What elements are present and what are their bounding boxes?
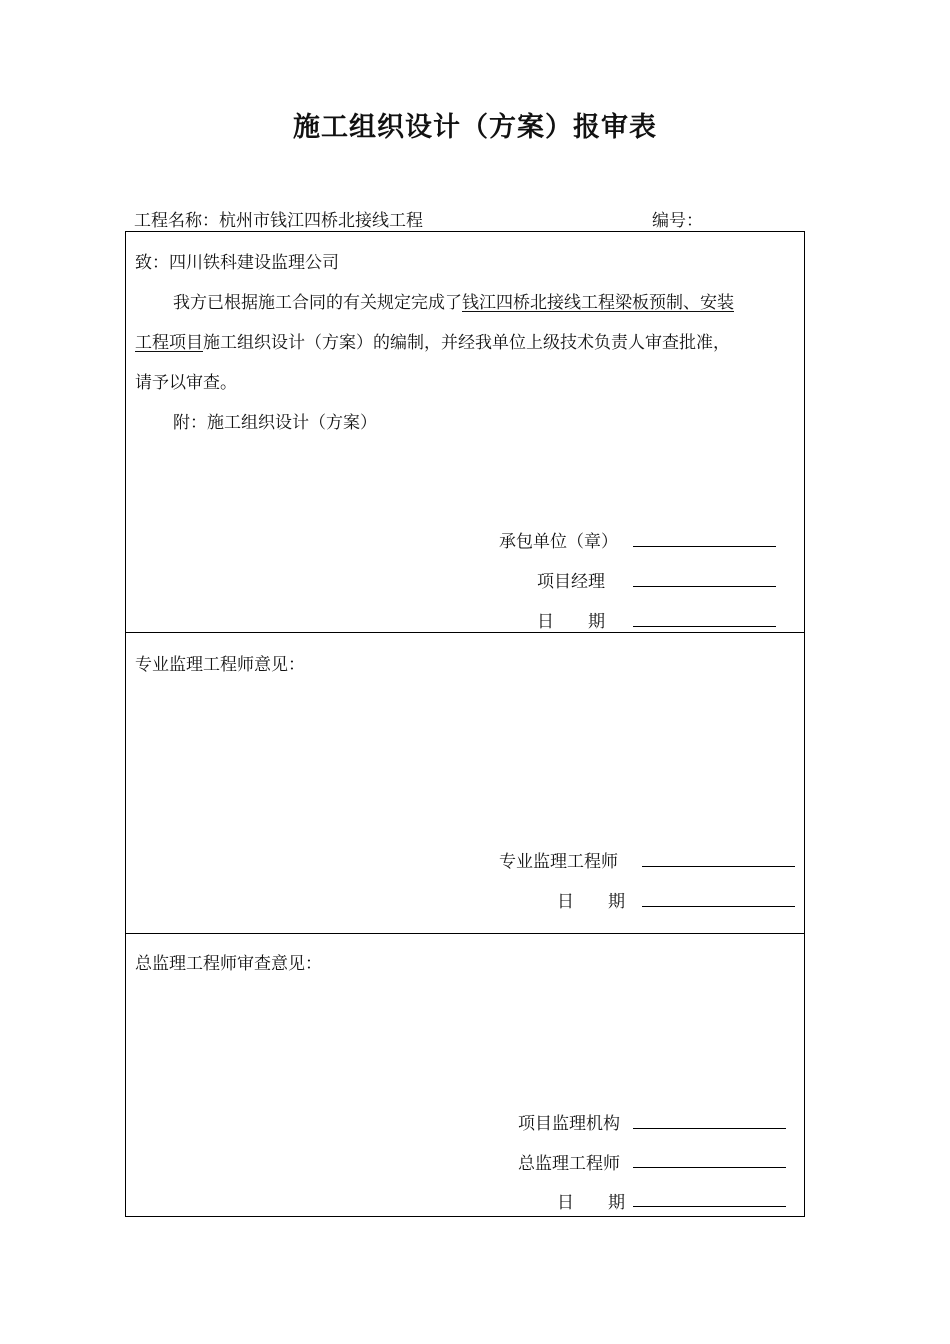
project-scope-underlined: 钱江四桥北接线工程梁板预制、安装 (462, 293, 734, 313)
supervision-org-label: 项目监理机构 (518, 1114, 620, 1134)
project-manager-label: 项目经理 (537, 572, 605, 592)
body-text: 施工组织设计（方案）的编制，并经我单位上级技术负责人审查批准， (203, 333, 730, 353)
specialist-date-line[interactable] (642, 906, 795, 907)
specialist-engineer-label: 专业监理工程师 (499, 852, 618, 872)
chief-date-label: 日 期 (557, 1193, 625, 1213)
contractor-seal-signature-line[interactable] (633, 546, 776, 547)
project-name-label: 工程名称：杭州市钱江四桥北接线工程 (134, 211, 423, 231)
chief-review-heading: 总监理工程师审查意见： (135, 954, 322, 974)
document-number-label: 编号： (652, 211, 703, 231)
page-title: 施工组织设计（方案）报审表 (293, 112, 657, 143)
submission-body-line-1 (173, 288, 734, 313)
chief-date-line[interactable] (633, 1206, 786, 1207)
chief-engineer-signature-line[interactable] (633, 1167, 786, 1168)
specialist-date-label: 日 期 (557, 892, 625, 912)
supervision-org-signature-line[interactable] (633, 1128, 786, 1129)
addressee-text: 致：四川铁科建设监理公司 (135, 253, 339, 273)
chief-engineer-label: 总监理工程师 (518, 1154, 620, 1174)
submission-body-line-3: 请予以审查。 (135, 373, 237, 393)
section-divider (126, 933, 804, 934)
project-manager-signature-line[interactable] (633, 586, 776, 587)
submission-date-label: 日 期 (537, 612, 605, 632)
contractor-seal-label: 承包单位（章） (499, 532, 618, 552)
body-text: 我方已根据施工合同的有关规定完成了 (173, 293, 462, 313)
attachment-text: 附：施工组织设计（方案） (173, 413, 377, 433)
specialist-engineer-signature-line[interactable] (642, 866, 795, 867)
submission-body-line-2 (135, 328, 730, 353)
review-form-table (125, 231, 805, 1217)
submission-date-line[interactable] (633, 626, 776, 627)
project-item-underlined: 工程项目 (135, 333, 203, 353)
section-divider (126, 632, 804, 633)
specialist-opinion-heading: 专业监理工程师意见： (135, 655, 305, 675)
